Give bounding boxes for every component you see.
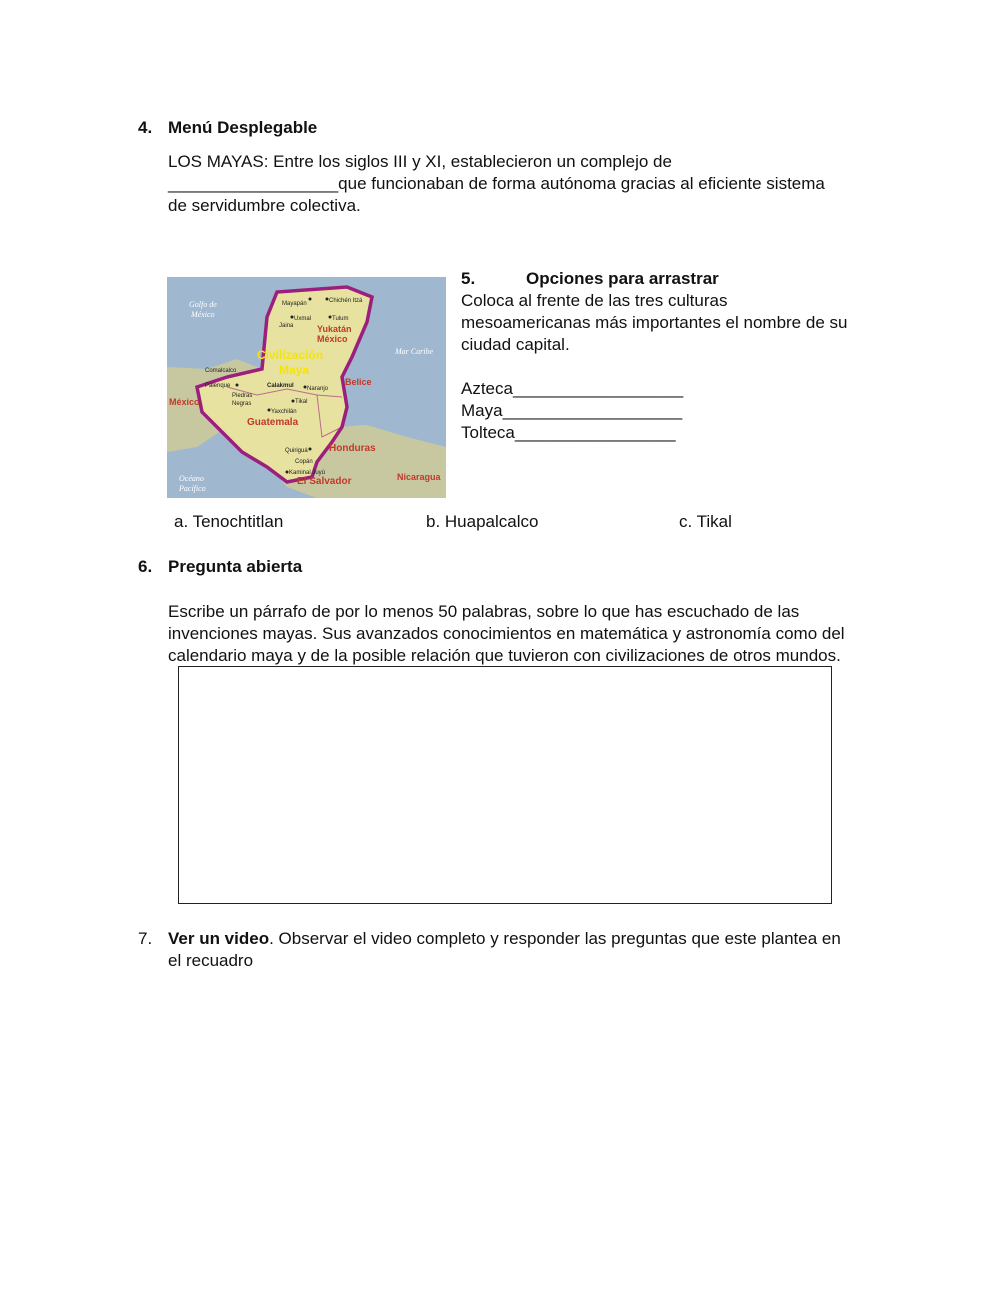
q4-line-3: de servidumbre colectiva. [168, 196, 361, 215]
city-comalcalco: Comalcalco [205, 368, 237, 374]
q7-rest: . Observar el video completo y responder las preguntas que este plantea en [269, 929, 841, 948]
maya-map-image [167, 277, 446, 498]
map-label-mexico-region: México [317, 334, 348, 344]
map-label-mexico-golfo: México [191, 310, 215, 319]
map-label-yukatan: Yukatán [317, 324, 352, 334]
q4-paragraph [168, 151, 825, 217]
q5-paragraph [461, 290, 847, 356]
option-huapalcalco[interactable]: b. Huapalcalco [426, 512, 539, 531]
q6-paragraph [168, 601, 845, 667]
city-naranjo: Naranjo [307, 386, 329, 392]
map-label-golfo: Golfo de [189, 300, 217, 309]
city-palenque: Palenque [205, 383, 231, 389]
q7-line-1 [168, 928, 841, 950]
answer-textbox[interactable] [178, 666, 832, 904]
option-tikal[interactable]: c. Tikal [679, 512, 732, 531]
q5-title: Opciones para arrastrar [526, 269, 719, 288]
map-label-mar-caribe: Mar Caribe [395, 347, 433, 356]
q7-paragraph [168, 928, 841, 972]
city-copan: Copán [295, 459, 313, 465]
q6-line-1: Escribe un párrafo de por lo menos 50 palabras, sobre lo que has escuchado de las [168, 602, 800, 621]
city-quirigua: Quiriguá [285, 448, 308, 454]
city-negras: Negras [232, 401, 252, 407]
q5-blanks [461, 378, 683, 444]
city-tulum: Tulum [332, 316, 349, 322]
q6-line-2: invenciones mayas. Sus avanzados conocimientos en matemática y astronomía como del [168, 624, 845, 643]
blank-tolteca[interactable]: Tolteca_________________ [461, 423, 676, 442]
map-label-civilizacion: Civilización [257, 348, 324, 362]
q5-line-1: Coloca al frente de las tres culturas [461, 291, 728, 310]
q5-line-3: ciudad capital. [461, 335, 570, 354]
map-label-el-salvador: El Salvador [297, 476, 352, 487]
q5-line-2: mesoamericanas más importantes el nombre de su [461, 313, 848, 332]
q4-line-2[interactable]: __________________que funcionaban de forma autónoma gracias al eficiente sistema [168, 174, 825, 193]
city-piedras: Piedras [232, 393, 253, 399]
city-calakmul: Calakmul [267, 383, 294, 389]
q7-number: 7. [138, 929, 153, 948]
map-label-honduras: Honduras [329, 443, 376, 454]
q5-number: 5. [461, 269, 476, 288]
city-mayapan: Mayapán [282, 301, 307, 307]
city-tikal: Tikal [295, 399, 308, 405]
city-chichen: Chichén Itzá [329, 298, 363, 304]
q4-number: 4. [138, 118, 153, 137]
map-label-maya: Maya [279, 363, 310, 377]
q7-title: Ver un video [168, 929, 270, 948]
q4-line-1: LOS MAYAS: Entre los siglos III y XI, establecieron un complejo de [168, 152, 672, 171]
q6-number: 6. [138, 557, 153, 576]
city-kaminal: Kaminal Juyú [289, 470, 326, 476]
city-yaxchilan: Yaxchilán [271, 409, 297, 415]
blank-maya[interactable]: Maya___________________ [461, 401, 683, 420]
map-label-belice: Belice [345, 377, 372, 387]
map-label-oceano: Océano [179, 474, 204, 483]
map-label-pacifico: Pacífico [179, 484, 206, 493]
blank-azteca[interactable]: Azteca__________________ [461, 379, 684, 398]
map-label-mexico-left: México [169, 397, 200, 407]
city-jaina: Jaina [279, 323, 294, 329]
map-label-guatemala: Guatemala [247, 417, 299, 428]
city-uxmal: Uxmal [294, 316, 312, 322]
q6-line-3: calendario maya y de la posible relación que tuvieron con civilizaciones de otros mundos. [168, 646, 841, 665]
option-tenochtitlan[interactable]: a. Tenochtitlan [174, 512, 284, 531]
q6-title: Pregunta abierta [168, 557, 303, 576]
q7-line-2: el recuadro [168, 951, 254, 970]
map-label-nicaragua: Nicaragua [397, 472, 441, 482]
q4-title: Menú Desplegable [168, 118, 318, 137]
